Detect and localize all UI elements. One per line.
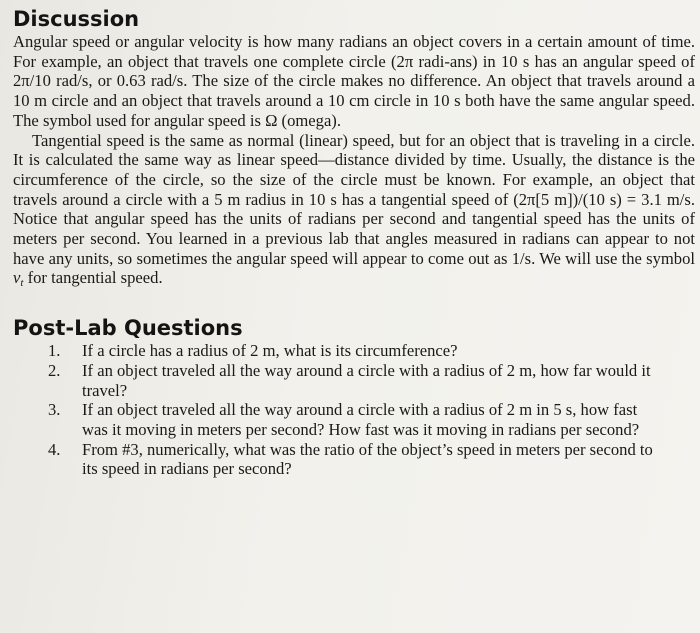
question-list [13, 341, 695, 479]
tangential-speed-subscript: t [20, 277, 24, 290]
question-text: If a circle has a radius of 2 m, what is its circumference? [82, 341, 458, 361]
question-item [13, 361, 667, 400]
post-lab-heading: Post-Lab Questions [13, 316, 243, 341]
document-page [13, 6, 695, 479]
discussion-heading: Discussion [13, 7, 140, 31]
question-item [13, 400, 667, 439]
question-text: From #3, numerically, what was the ratio of the object’s speed in meters per second to its speed in radians per second? [82, 439, 653, 479]
discussion-paragraph-2-end: for tangential speed. [27, 268, 163, 288]
tangential-speed-symbol: v [13, 268, 21, 288]
question-number: 3. [48, 400, 61, 420]
question-item [13, 341, 667, 361]
question-number: 1. [48, 341, 61, 361]
question-number: 2. [48, 360, 61, 380]
discussion-paragraph-2 [13, 131, 695, 295]
question-text: If an object traveled all the way around a circle with a radius of 2 m in 5 s, how fast was it moving in meters per second? How fast was it moving in radians per second? [82, 400, 640, 439]
discussion-paragraph-1: Angular speed or angular velocity is how many radians an object covers in a certain amount of time. For example, an object that travels one complete circle (2π radi-ans) in 10 s has an angular speed of 2π/10 rad/s, or 0.63 rad/s. The size of the circle makes no difference. An object that travels around a 10 m circle and an object that travels around a 10 cm circle in 10 s both have the same angular speed. The symbol used for angular speed is Ω (omega). [13, 32, 695, 130]
question-item [13, 440, 667, 479]
question-number: 4. [48, 439, 61, 459]
discussion-paragraph-2-text: Tangential speed is the same as normal (linear) speed, but for an object that is traveling in a circle. It is calculated the same way as linear speed—distance divided by time. Usually, the distance is the circumference of the circle, so the size of the circle must be known. For example, an object that travels around a circle with a 5 m radius in 10 s has a tangential speed of (2π[5 m])/(10 s) = 3.1 m/s. Notice that angular speed has the units of radians per second and tangential speed has the units of meters per second. You learned in a previous lab that angles measured in radians can appear to not have any units, so sometimes the angular speed will appear to come out as 1/s. We will use the symbol [13, 130, 695, 268]
question-text: If an object traveled all the way around a circle with a radius of 2 m, how far would it travel? [82, 360, 651, 400]
